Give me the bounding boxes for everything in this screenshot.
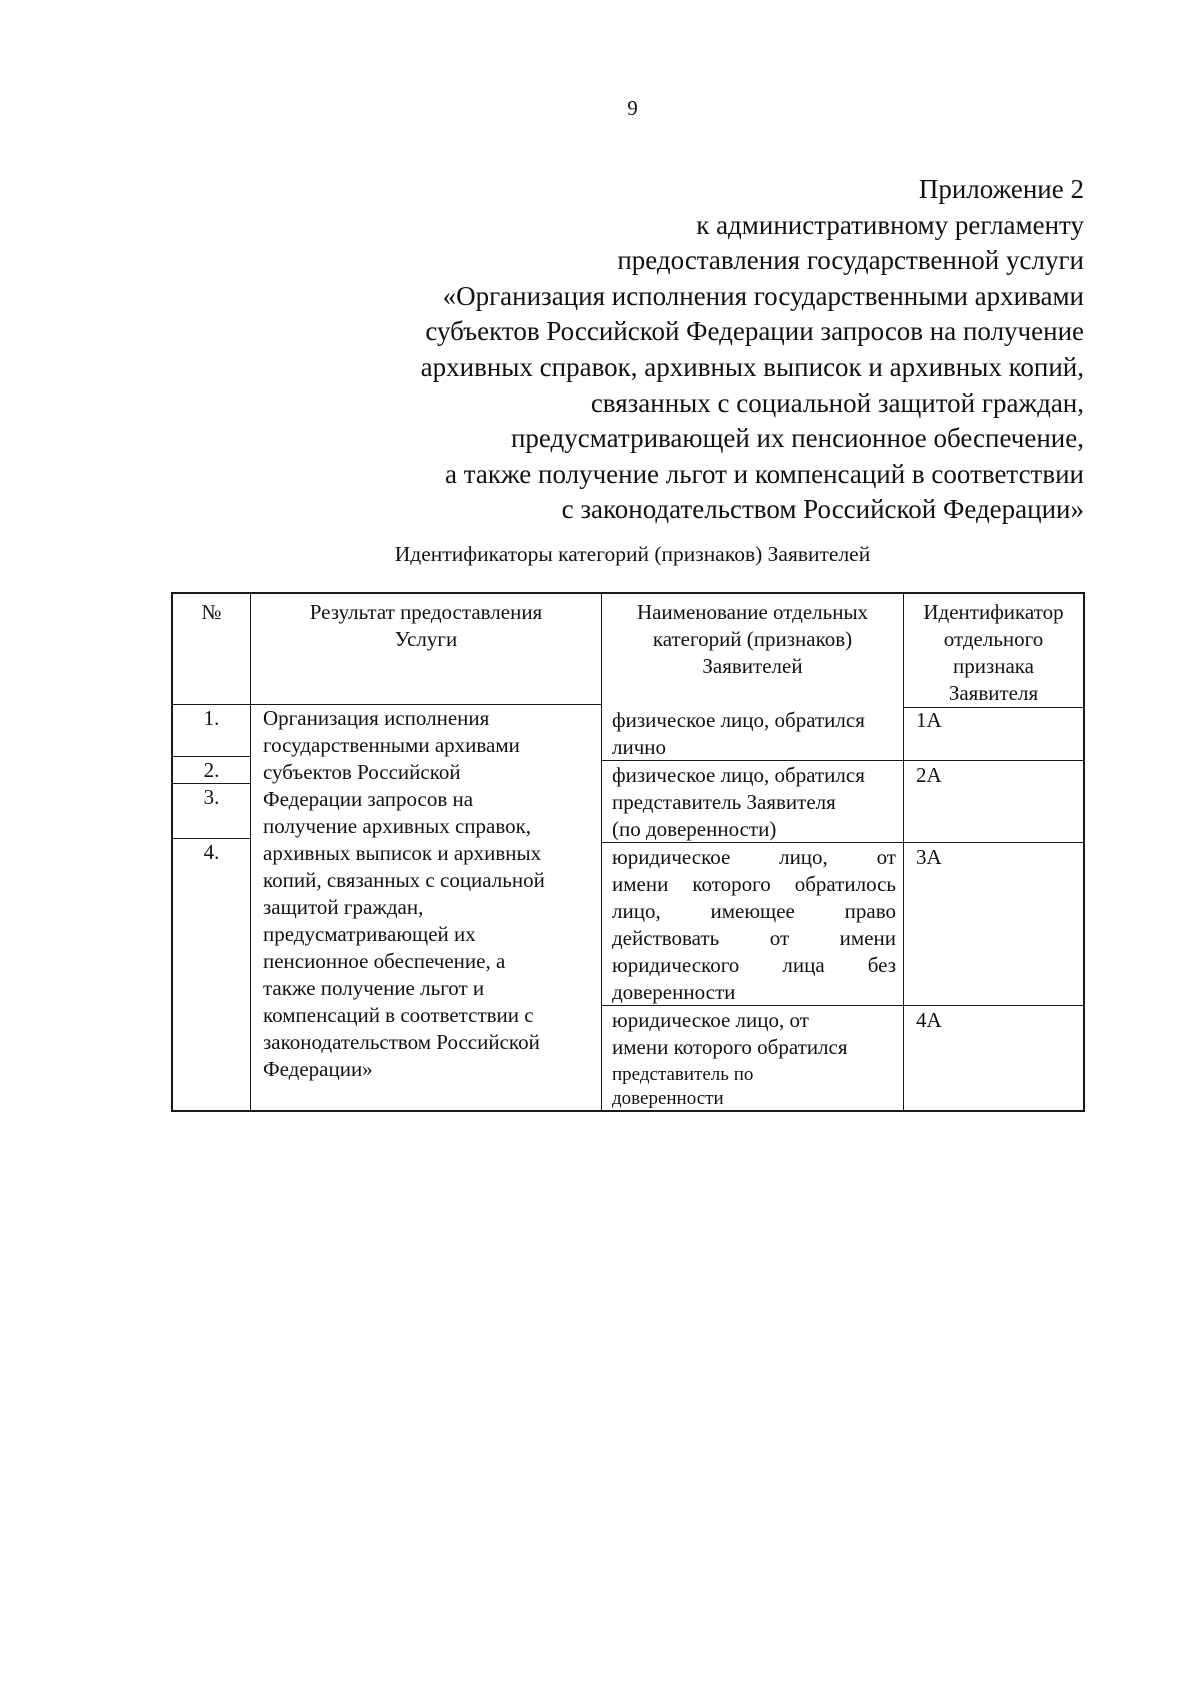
category-cell-1 — [612, 707, 896, 761]
category-line: физическое лицо, обратился — [612, 763, 865, 787]
appendix-line: архивных справок, архивных выписок и архивных копий, — [420, 351, 1084, 382]
identifier-value: 2А — [916, 763, 942, 787]
category-line: лицо, имеющее право — [612, 899, 896, 923]
table-col-divider — [250, 592, 251, 1112]
header-result — [251, 599, 601, 653]
header-identifier — [904, 599, 1083, 707]
header-category-line: категорий (признаков) — [652, 627, 853, 651]
category-line: имени которого обратился — [612, 1035, 848, 1059]
appendix-line: Приложение 2 — [918, 174, 1084, 204]
header-identifier-line: признака — [952, 654, 1035, 678]
header-category-line: Наименование отдельных — [636, 600, 869, 624]
appendix-line: к административному регламенту — [696, 209, 1084, 240]
result-line: законодательством Российской — [263, 1030, 540, 1054]
category-line: лично — [612, 735, 667, 759]
table-border-right — [1083, 592, 1085, 1112]
header-identifier-line: Идентификатор — [923, 600, 1064, 624]
row-number: 2. — [203, 758, 220, 782]
category-line: доверенности — [612, 980, 736, 1004]
appendix-line: с законодательством Российской Федерации» — [561, 494, 1084, 525]
header-result-line: Услуги — [394, 627, 458, 651]
result-line: Федерации запросов на — [263, 787, 474, 811]
result-line: государственными архивами — [263, 733, 520, 757]
category-line: доверенности — [612, 1088, 724, 1109]
row-number: 1. — [203, 706, 220, 730]
category-line: (по доверенности) — [612, 817, 777, 841]
result-line: Организация исполнения — [263, 706, 490, 730]
category-cell-2 — [612, 762, 896, 843]
row-number: 3. — [203, 785, 220, 809]
result-line: защитой граждан, — [263, 895, 424, 919]
header-identifier-line: Заявителя — [948, 681, 1039, 705]
header-number-text: № — [201, 600, 222, 624]
identifier-value: 3А — [916, 845, 942, 869]
category-line: юридического лица без — [612, 953, 896, 977]
category-line: физическое лицо, обратился — [612, 708, 865, 732]
result-line: копий, связанных с социальной — [263, 868, 545, 892]
appendix-line: связанных с социальной защитой граждан, — [590, 387, 1084, 418]
category-line: юридическое лицо, от — [612, 845, 896, 869]
result-line: получение архивных справок, — [263, 814, 532, 838]
category-line: имени которого обратилось — [612, 872, 896, 896]
category-line: действовать от имени — [612, 926, 896, 950]
appendix-line: предоставления государственной услуги — [617, 245, 1084, 276]
appendix-line: предусматривающей их пенсионное обеспечение, — [510, 423, 1084, 454]
category-cell-3 — [612, 844, 896, 1006]
result-line: субъектов Российской — [263, 760, 461, 784]
category-cell-4 — [612, 1007, 896, 1110]
result-line: Федерации» — [263, 1057, 373, 1081]
result-line: архивных выписок и архивных — [263, 841, 542, 865]
result-line: компенсаций в соответствии с — [263, 1003, 534, 1027]
category-line: представитель Заявителя — [612, 790, 836, 814]
result-line: пенсионное обеспечение, а — [263, 949, 506, 973]
result-cell — [263, 705, 593, 1083]
table-border-bottom — [171, 1110, 1085, 1112]
row-number: 4. — [203, 840, 220, 864]
appendix-line: а также получение льгот и компенсаций в соответствии — [445, 458, 1084, 489]
identifier-value: 1А — [916, 708, 942, 732]
result-line: предусматривающей их — [263, 922, 476, 946]
identifier-value: 4А — [916, 1008, 942, 1032]
page-number: 9 — [627, 96, 638, 120]
appendix-line: «Организация исполнения государственными архивами — [442, 280, 1084, 311]
result-line: также получение льгот и — [263, 976, 485, 1000]
header-category-line: Заявителей — [702, 654, 803, 678]
category-line: юридическое лицо, от — [612, 1008, 809, 1032]
header-identifier-line: отдельного — [943, 627, 1044, 651]
header-result-line: Результат предоставления — [309, 600, 543, 624]
header-category — [602, 599, 903, 680]
table-title: Идентификаторы категорий (признаков) Заявителей — [394, 542, 871, 566]
header-number — [173, 599, 250, 626]
category-line: представитель по — [612, 1064, 754, 1085]
appendix-line: субъектов Российской Федерации запросов на получение — [425, 316, 1084, 347]
table-border-top — [171, 592, 1085, 594]
